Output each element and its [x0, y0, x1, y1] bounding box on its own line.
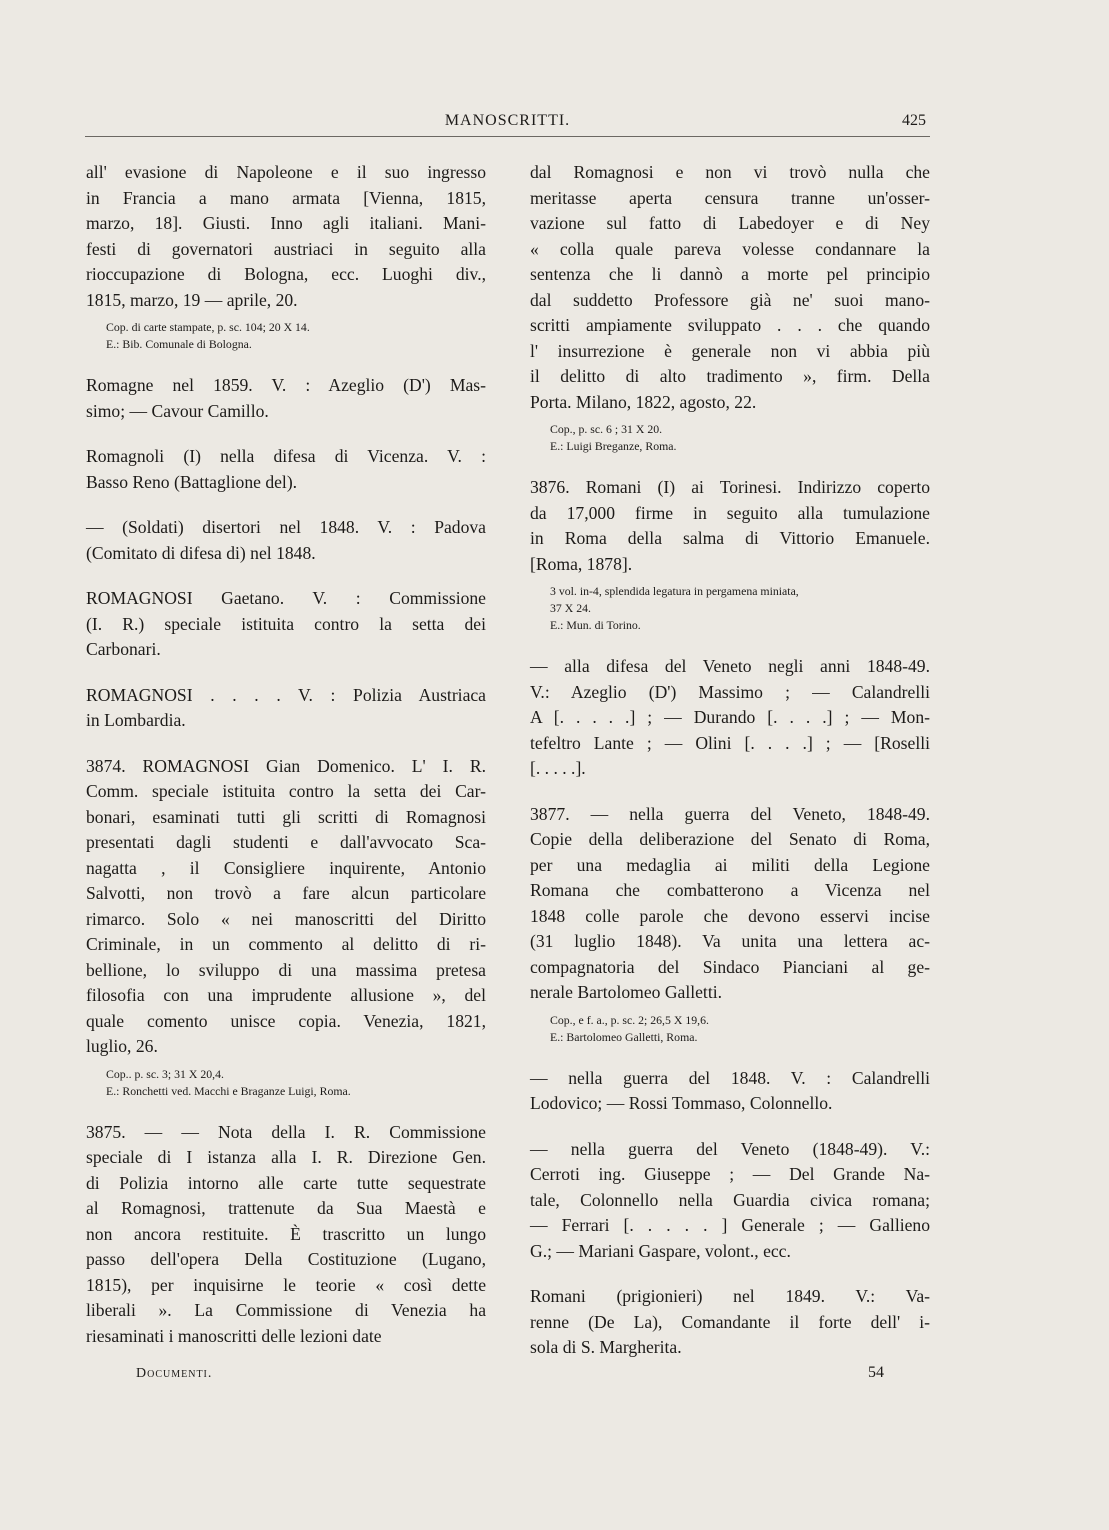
entry	[530, 654, 930, 782]
entry-notes	[530, 583, 930, 634]
text-line: passo dell'opera Della Costituzione (Lugano,	[86, 1249, 486, 1269]
text-line: al Romagnosi, trattenute da Sua Maestà e	[86, 1198, 486, 1218]
entry	[86, 160, 486, 353]
text-line: Criminale, in un commento al delitto di ri-	[86, 934, 486, 954]
text-line: compagnatoria del Sindaco Pianciani al ge-	[530, 956, 930, 977]
note-line: E.: Bartolomeo Galletti, Roma.	[550, 1029, 698, 1044]
signature-mark: Documenti.	[136, 1366, 213, 1381]
sheet-number: 54	[868, 1364, 884, 1381]
text-line: — nella guerra del 1848. V. : Calandrelli	[530, 1067, 930, 1088]
text-line: Romana che combatterono a Vicenza nel	[530, 880, 930, 900]
text-line: 1815), per inquisirne le teorie « così dette	[86, 1274, 486, 1295]
text-line: Basso Reno (Battaglione del).	[86, 471, 298, 492]
text-line: [Roma, 1878].	[530, 553, 633, 574]
text-line: — alla difesa del Veneto negli anni 1848-49.	[530, 656, 930, 676]
note-line: Cop., e f. a., p. sc. 2; 26,5 X 19,6.	[550, 1012, 709, 1027]
text-line: — (Soldati) disertori nel 1848. V. : Padova	[86, 517, 486, 537]
text-line: (Comitato di difesa di) nel 1848.	[86, 542, 316, 563]
text-line: il delitto di alto tradimento », firm. Della	[530, 366, 930, 386]
text-line: rimarco. Solo « nei manoscritti del Diritto	[86, 908, 486, 929]
entry	[530, 160, 930, 455]
text-line: 3877. — nella guerra del Veneto, 1848-49.	[530, 803, 930, 824]
text-line: all' evasione di Napoleone e il suo ingresso	[86, 162, 486, 182]
text-line: ROMAGNOSI Gaetano. V. : Commissione	[86, 588, 486, 608]
entry-notes	[530, 1012, 930, 1046]
note-line: E.: Bib. Comunale di Bologna.	[106, 337, 252, 351]
text-line: tefeltro Lante ; — Olini [. . . .] ; — [Roselli	[530, 732, 930, 753]
text-line: filosofia con una imprudente allusione », del	[86, 985, 486, 1005]
entry	[86, 1120, 486, 1350]
entry-notes	[530, 421, 930, 455]
entry	[86, 373, 486, 424]
right-column	[530, 160, 930, 1381]
text-line: 1848 colle parole che devono esservi incise	[530, 905, 930, 926]
text-line: Carbonari.	[86, 639, 161, 659]
text-line: di Polizia intorno alle carte tutte sequestrate	[86, 1172, 486, 1193]
note-line: Cop. di carte stampate, p. sc. 104; 20 X 14.	[106, 320, 310, 334]
entry	[530, 475, 930, 634]
entry-notes	[86, 1066, 486, 1100]
note-line: E.: Mun. di Torino.	[550, 618, 641, 632]
left-column	[86, 160, 486, 1369]
text-line: Copie della deliberazione del Senato di Roma,	[530, 829, 930, 849]
text-line: tale, Colonnello nella Guardia civica romana;	[530, 1189, 930, 1210]
running-title: MANOSCRITTI.	[444, 112, 571, 129]
text-line: in Roma della salma di Vittorio Emanuele.	[530, 528, 930, 548]
entry	[530, 1066, 930, 1117]
entry	[86, 754, 486, 1100]
text-line: sentenza che li dannò a morte pel principio	[530, 264, 930, 284]
running-header	[85, 106, 930, 137]
text-line: — Ferrari [. . . . . ] Generale ; — Gallieno	[530, 1215, 930, 1235]
text-line: « colla quale pareva volesse condannare la	[530, 238, 930, 259]
entry-notes	[86, 319, 486, 353]
text-line: quale comento unisce copia. Venezia, 1821,	[86, 1010, 486, 1031]
text-line: vazione sul fatto di Labedoyer e di Ney	[530, 213, 930, 233]
text-line: marzo, 18]. Giusti. Inno agli italiani. Mani-	[86, 213, 486, 233]
text-line: 3876. Romani (I) ai Torinesi. Indirizzo coperto	[530, 477, 930, 497]
text-line: nagatta , il Consigliere inquirente, Antonio	[86, 857, 486, 878]
text-line: A [. . . . .] ; — Durando [. . . .] ; — Mon-	[530, 707, 930, 727]
entry	[530, 1137, 930, 1265]
text-line: ROMAGNOSI . . . . V. : Polizia Austriaca	[86, 684, 486, 705]
text-line: Romagnoli (I) nella difesa di Vicenza. V. :	[86, 446, 486, 466]
text-line: Cerroti ing. Giuseppe ; — Del Grande Na-	[530, 1164, 930, 1184]
text-line: 3875. — — Nota della I. R. Commissione	[86, 1121, 486, 1142]
text-line: Lodovico; — Rossi Tommaso, Colonnello.	[530, 1093, 833, 1113]
text-line: in Francia a mano armata [Vienna, 1815,	[86, 187, 486, 208]
text-line: bellione, lo sviluppo di una massima pretesa	[86, 959, 486, 980]
entry	[86, 515, 486, 566]
text-line: (31 luglio 1848). Va unita una lettera ac-	[530, 931, 930, 951]
entry	[530, 1284, 930, 1361]
text-line: in Lombardia.	[86, 710, 186, 730]
page-number: 425	[902, 112, 926, 129]
text-line: scritti ampiamente sviluppato . . . che quando	[530, 315, 930, 335]
text-line: nerale Bartolomeo Galletti.	[530, 982, 722, 1002]
entry	[86, 683, 486, 734]
text-line: — nella guerra del Veneto (1848-49). V.:	[530, 1138, 930, 1159]
note-line: Cop., p. sc. 6 ; 31 X 20.	[550, 422, 663, 436]
text-line: meritasse aperta censura tranne un'osser-	[530, 187, 930, 208]
text-line: l' insurrezione è generale non vi abbia più	[530, 340, 930, 361]
text-line: bonari, esaminati tutti gli scritti di Romagnosi	[86, 806, 486, 827]
text-line: Comm. speciale istituita contro la setta dei Car-	[86, 781, 486, 801]
note-line: 37 X 24.	[550, 601, 591, 615]
text-line: Romagne nel 1859. V. : Azeglio (D') Mas-	[86, 375, 486, 395]
text-line: per una medaglia ai militi della Legione	[530, 854, 930, 875]
text-line: 1815, marzo, 19 — aprile, 20.	[86, 289, 298, 310]
text-line: Salvotti, non trovò a fare alcun particolare	[86, 883, 486, 903]
text-line: non ancora restituite. È trascritto un lungo	[86, 1223, 486, 1244]
text-line: simo; — Cavour Camillo.	[86, 400, 269, 421]
text-line: riesaminati i manoscritti delle lezioni date	[86, 1325, 382, 1346]
note-line: E.: Ronchetti ved. Macchi e Braganze Luigi, Roma.	[106, 1083, 351, 1098]
text-line: [. . . . .].	[530, 758, 586, 778]
entry	[530, 802, 930, 1046]
text-line: V.: Azeglio (D') Massimo ; — Calandrelli	[530, 681, 930, 702]
text-line: dal Romagnosi e non vi trovò nulla che	[530, 162, 930, 182]
note-line: Cop.. p. sc. 3; 31 X 20,4.	[106, 1066, 224, 1081]
text-line: festi di governatori austriaci in seguito alla	[86, 238, 486, 259]
note-line: E.: Luigi Breganze, Roma.	[550, 439, 677, 453]
text-line: rioccupazione di Bologna, ecc. Luoghi div.,	[86, 264, 486, 284]
text-line: sola di S. Margherita.	[530, 1337, 682, 1357]
text-line: presentati dagli studenti e dall'avvocato Sca-	[86, 832, 486, 852]
text-line: Romani (prigionieri) nel 1849. V.: Va-	[530, 1286, 930, 1306]
text-line: 3874. ROMAGNOSI Gian Domenico. L' I. R.	[86, 755, 486, 776]
text-line: (I. R.) speciale istituita contro la setta dei	[86, 613, 486, 634]
text-line: speciale di I istanza alla I. R. Direzione Gen.	[86, 1147, 486, 1167]
note-line: 3 vol. in-4, splendida legatura in pergamena miniata,	[550, 584, 799, 598]
text-line: G.; — Mariani Gaspare, volont., ecc.	[530, 1240, 791, 1261]
text-line: Porta. Milano, 1822, agosto, 22.	[530, 391, 757, 412]
text-line: renne (De La), Comandante il forte dell' i-	[530, 1311, 930, 1332]
text-line: da 17,000 firme in seguito alla tumulazione	[530, 502, 930, 523]
entry	[86, 444, 486, 495]
text-line: luglio, 26.	[86, 1036, 158, 1056]
entry	[86, 586, 486, 663]
text-line: dal suddetto Professore già ne' suoi mano-	[530, 289, 930, 310]
text-line: liberali ». La Commissione di Venezia ha	[86, 1300, 486, 1320]
